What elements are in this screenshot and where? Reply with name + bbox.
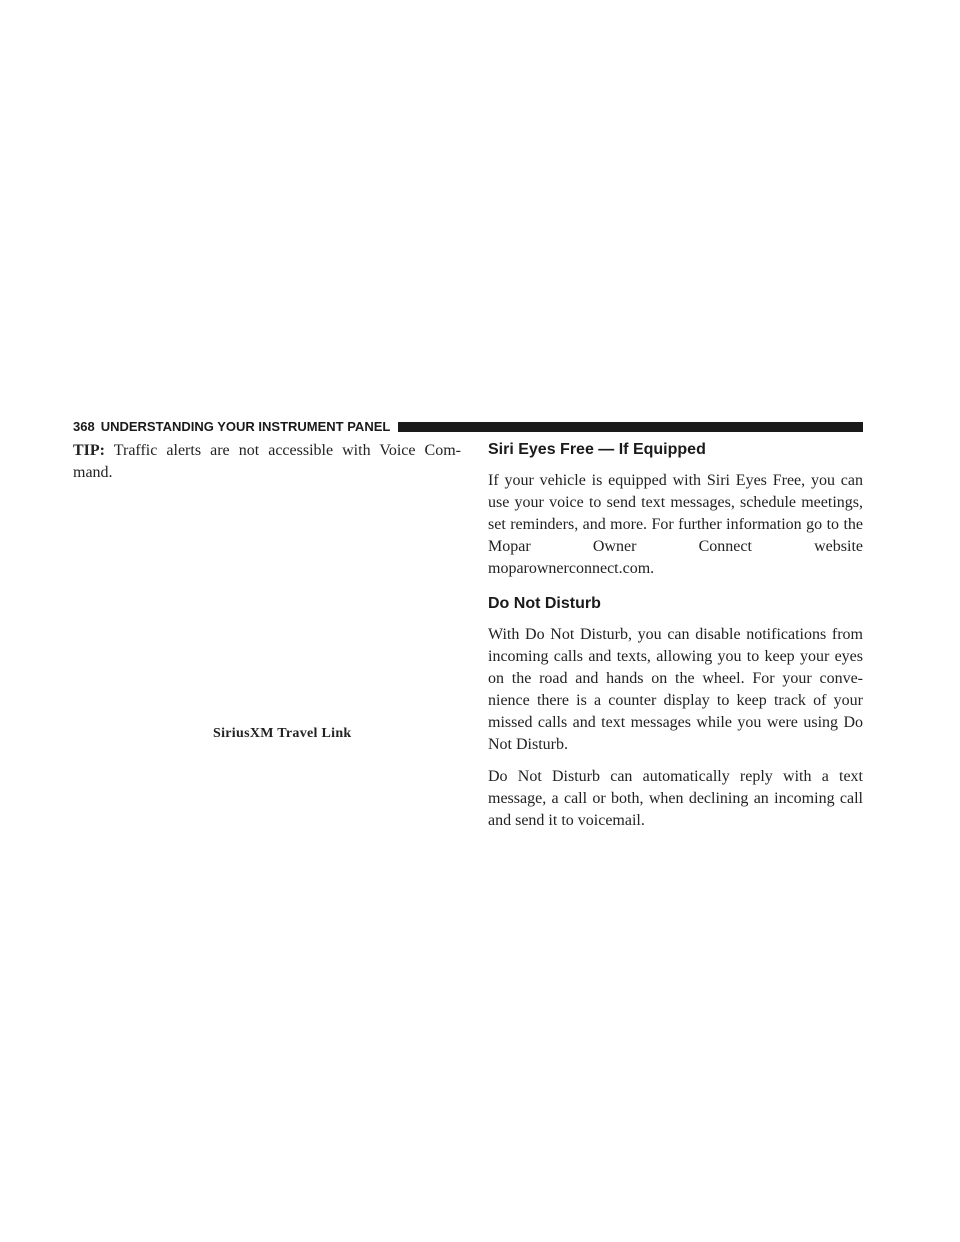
tip-paragraph — [73, 440, 461, 484]
tip-text: Traffic alerts are not accessible with Voice Com- mand. — [73, 442, 461, 481]
left-column — [73, 440, 461, 484]
siri-heading: Siri Eyes Free — If Equipped — [488, 441, 706, 458]
siri-paragraph-text: If your vehicle is equipped with Siri Eyes Free, you can use your voice to send text messages, schedule meetings, set reminders, and more. For further information go to the Mopar Owner Connect website — [488, 472, 863, 555]
dnd-paragraph-2: Do Not Disturb can automatically reply with a text message, a call or both, when declining an incoming call and send it to voicemail. — [488, 768, 863, 829]
header-rule — [398, 422, 863, 432]
dnd-paragraph-1: With Do Not Disturb, you can disable notifications from incoming calls and texts, allowing you to keep your eyes on the road and hands on the wheel. For your conve-nience there is a counter display to keep track of your missed calls and text messages while you were using Do Not Disturb. — [488, 626, 863, 753]
siri-url: moparownerconnect.com. — [488, 560, 655, 577]
page-header — [73, 420, 863, 434]
page-number: 368 — [73, 419, 95, 434]
right-column — [488, 440, 863, 842]
siri-paragraph — [488, 470, 863, 580]
dnd-heading: Do Not Disturb — [488, 595, 601, 612]
figure-caption: SiriusXM Travel Link — [213, 726, 352, 741]
tip-label: TIP: — [73, 442, 105, 459]
section-title: UNDERSTANDING YOUR INSTRUMENT PANEL — [100, 419, 391, 434]
